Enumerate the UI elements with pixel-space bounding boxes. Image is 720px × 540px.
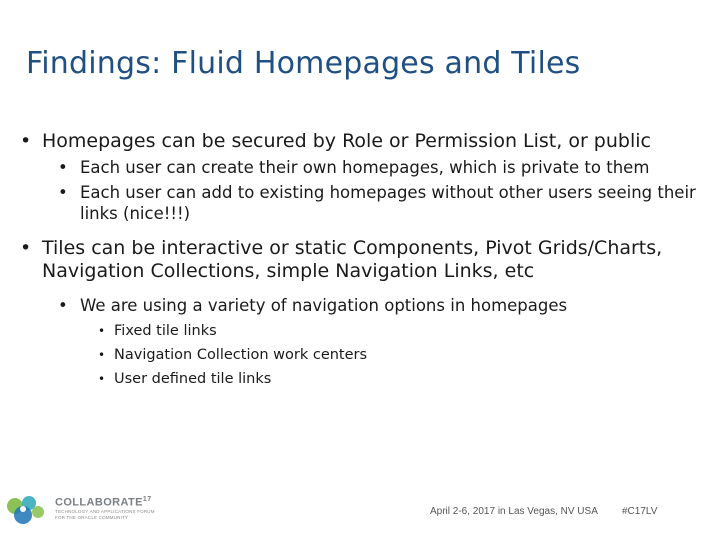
bullet-dot: •: [20, 237, 32, 259]
bullet-dot: •: [58, 183, 68, 202]
bullet-item: [20, 182, 700, 224]
bullet-item: [20, 319, 700, 343]
bullet-dot: •: [98, 348, 106, 362]
logo-tagline-1: TECHNOLOGY AND APPLICATIONS FORUM: [55, 508, 155, 514]
bullet-text: Homepages can be secured by Role or Permission List, or public: [42, 130, 651, 152]
bullet-item: [20, 343, 700, 367]
slide-footer: [0, 492, 720, 532]
logo-sup: 17: [142, 496, 152, 503]
bullet-text: Navigation Collection work centers: [114, 347, 368, 363]
bullet-text: Each user can add to existing homepages without other users seeing their links (nice!!!): [80, 183, 696, 223]
bullet-dot: •: [98, 324, 106, 338]
logo-name: COLLABORATE: [55, 496, 143, 509]
bullet-list: [20, 130, 700, 391]
bullet-text: Fixed tile links: [114, 323, 217, 339]
bullet-dot: •: [58, 296, 68, 315]
logo-tagline-2: FOR THE ORACLE COMMUNITY: [55, 514, 129, 520]
bullet-item: [20, 367, 700, 391]
bullet-item: [20, 295, 700, 316]
bullet-text: User defined tile links: [114, 371, 272, 387]
collaborate-logo: [5, 492, 205, 528]
bullet-dot: •: [58, 158, 68, 177]
footer-hashtag: #C17LV: [622, 506, 658, 517]
collaborate-logo-icon: [5, 494, 51, 526]
bullet-text: Each user can create their own homepages, which is private to them: [80, 158, 650, 177]
bullet-dot: •: [98, 372, 106, 386]
footer-date-location: April 2-6, 2017 in Las Vegas, NV USA: [430, 506, 598, 517]
bullet-text: Tiles can be interactive or static Components, Pivot Grids/Charts, Navigation Collections, simple Navigation Links, etc: [42, 237, 663, 282]
bullet-item: [20, 157, 700, 178]
bullet-item: [20, 130, 700, 153]
bullet-item: [20, 237, 700, 283]
bullet-dot: •: [20, 130, 32, 152]
bullet-text: We are using a variety of navigation options in homepages: [80, 296, 568, 315]
logo-text: [55, 496, 155, 521]
slide-title: Findings: Fluid Homepages and Tiles: [26, 46, 581, 81]
